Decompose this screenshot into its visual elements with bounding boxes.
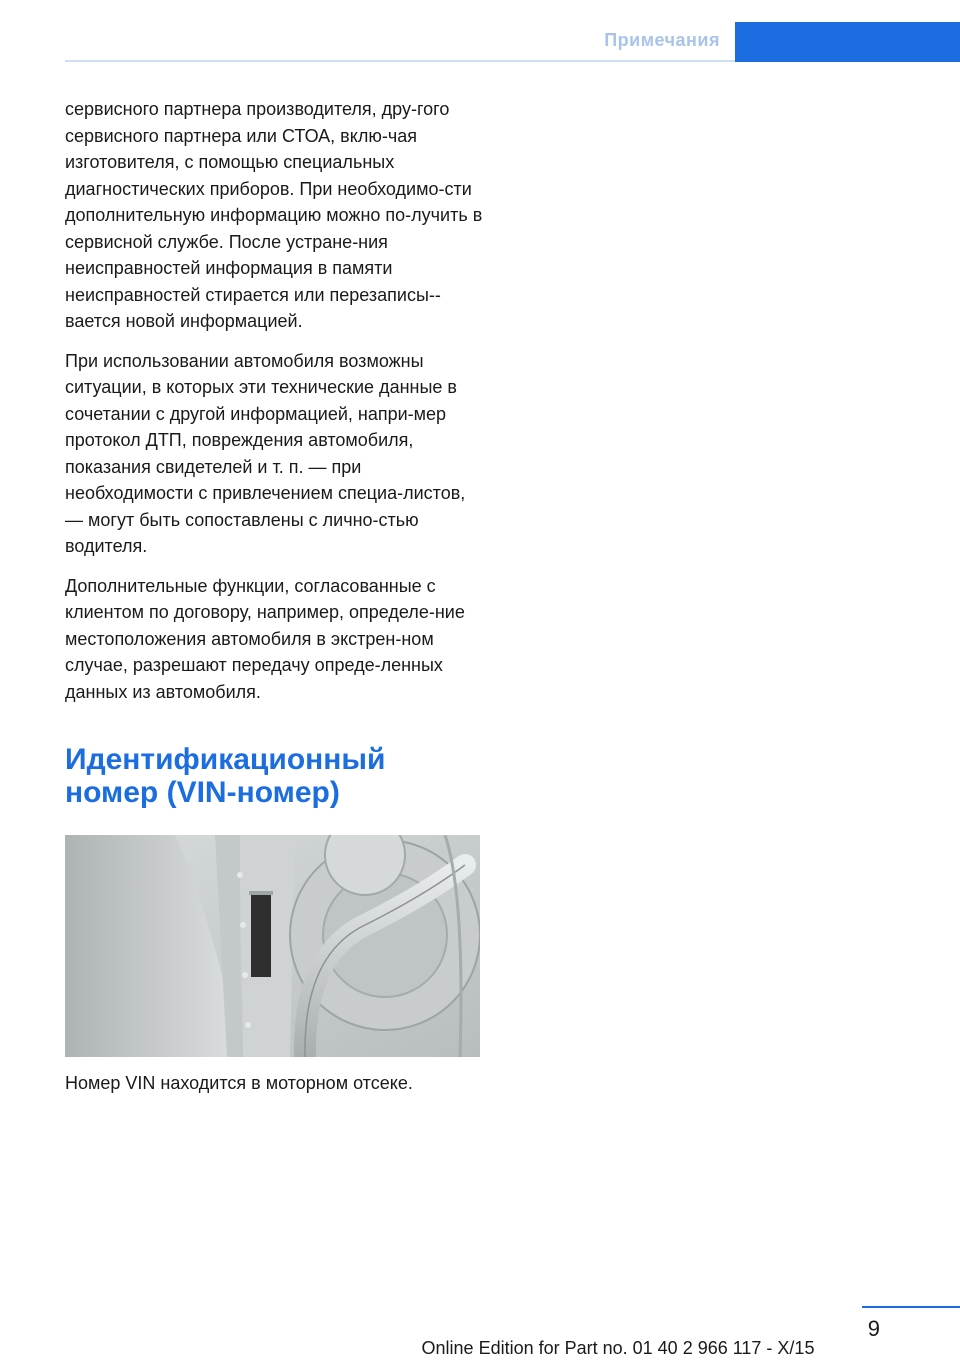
engine-bay-illustration [65, 835, 480, 1057]
main-content [65, 96, 485, 1096]
engine-bay-drawing [65, 835, 480, 1057]
page-number: 9 [867, 1316, 880, 1341]
paragraph-3: Дополнительные функции, согласованные с клиентом по договору, например, определе-ние местоположения автомобиля в экстрен-ном случае, разрешают передачу опреде-ленных данных из автомобиля. [65, 575, 465, 702]
section-title: Идентификационный номер (VIN-номер) [65, 743, 386, 809]
section-header-label: Примечания [604, 30, 720, 50]
footer-rule [862, 1306, 960, 1308]
footer-edition-text: Online Edition for Part no. 01 40 2 966 117 - X/15 [421, 1338, 815, 1358]
paragraph-2: При использовании автомобиля возможны ситуации, в которых эти технические данные в сочетании с другой информацией, напри-мер протокол ДТП, повреждения автомобиля, показания свидетелей и т. п. — при необходимости с привлечением специа-листов, — могут быть сопоставлены с лично-стью водителя. [65, 350, 466, 556]
header-accent-block [735, 22, 960, 62]
figure-caption: Номер VIN находится в моторном отсеке. [65, 1073, 413, 1093]
header-rule [65, 60, 735, 62]
paragraph-1: сервисного партнера производителя, дру-гого сервисного партнера или СТОА, вклю-чая изготовителя, с помощью специальных диагностических приборов. При необходимо-сти дополнительную информацию можно по-лучить в сервисной службе. После устране-ния неисправностей информация в памяти неисправностей стирается или перезаписы-вается новой информацией. [65, 99, 483, 331]
